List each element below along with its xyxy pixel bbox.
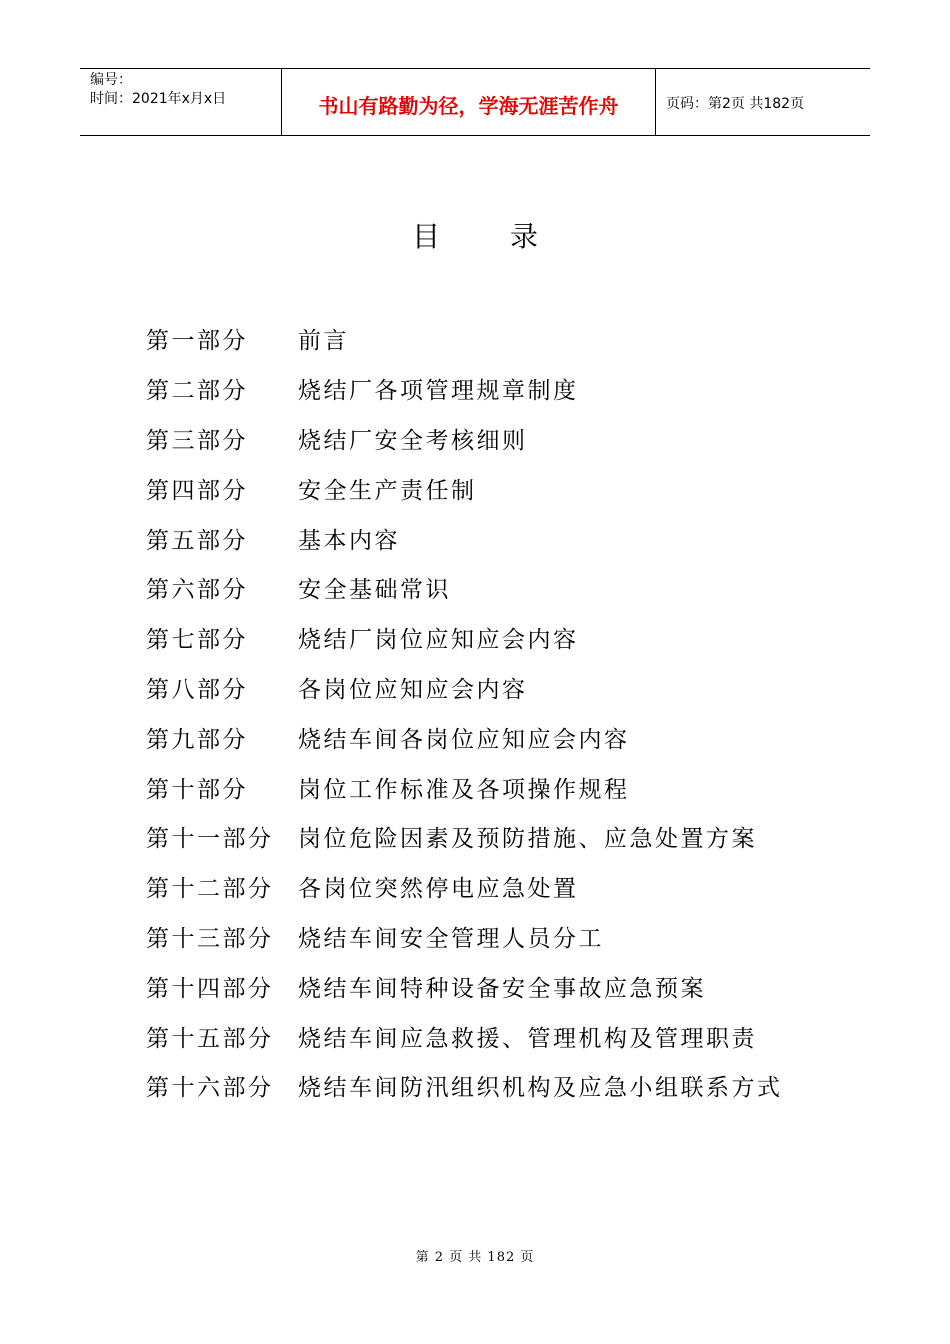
toc-part-number: 第十一部分 [146, 826, 274, 853]
toc-part-number: 第十部分 [146, 776, 248, 803]
toc-part-number: 第九部分 [146, 726, 248, 753]
toc-part-title: 烧结车间防汛组织机构及应急小组联系方式 [298, 1075, 783, 1102]
toc-part-title: 前言 [298, 328, 349, 355]
page-footer: 第 2 页 共 182 页 [415, 1250, 535, 1265]
toc-part-title: 岗位工作标准及各项操作规程 [298, 776, 630, 803]
title-char-1: 目 [411, 220, 440, 253]
header-motto: 书山有路勤为径，学海无涯苦作舟 [282, 69, 656, 135]
toc-entry[interactable] [146, 513, 846, 563]
toc-entry[interactable] [146, 912, 846, 962]
toc-entry[interactable] [146, 314, 846, 364]
header-page-info: 页码：第2页 共182页 [666, 96, 805, 112]
toc-entry[interactable] [146, 663, 846, 713]
toc-part-title: 烧结厂安全考核细则 [298, 427, 528, 454]
toc-part-title: 各岗位突然停电应急处置 [298, 876, 579, 903]
toc-entry[interactable] [146, 364, 846, 414]
toc-part-number: 第三部分 [146, 427, 248, 454]
toc-part-title: 烧结车间特种设备安全事故应急预案 [298, 975, 706, 1002]
header-meta-cell [80, 69, 282, 135]
toc-part-number: 第一部分 [146, 328, 248, 355]
toc-part-title: 岗位危险因素及预防措施、应急处置方案 [298, 826, 757, 853]
toc-entry[interactable] [146, 463, 846, 513]
toc-part-number: 第十六部分 [146, 1075, 274, 1102]
toc-entry[interactable] [146, 712, 846, 762]
toc-entry[interactable] [146, 812, 846, 862]
toc-part-title: 基本内容 [298, 527, 400, 554]
toc-entry[interactable] [146, 762, 846, 812]
toc-part-title: 烧结车间安全管理人员分工 [298, 925, 604, 952]
toc-part-number: 第四部分 [146, 477, 248, 504]
toc-part-title: 安全基础常识 [298, 577, 451, 604]
toc-entry[interactable] [146, 1061, 846, 1111]
toc-part-title: 烧结车间应急救援、管理机构及管理职责 [298, 1025, 757, 1052]
toc-part-number: 第二部分 [146, 378, 248, 405]
toc-entry[interactable] [146, 563, 846, 613]
toc-entry[interactable] [146, 613, 846, 663]
header-time-label: 时间：2021年x月x日 [90, 91, 227, 107]
toc-part-number: 第十三部分 [146, 925, 274, 952]
toc-entry[interactable] [146, 862, 846, 912]
toc-part-title: 烧结车间各岗位应知应会内容 [298, 726, 630, 753]
toc-part-title: 各岗位应知应会内容 [298, 676, 528, 703]
toc-part-title: 安全生产责任制 [298, 477, 477, 504]
toc-part-number: 第六部分 [146, 577, 248, 604]
page-header [80, 68, 870, 136]
toc-part-number: 第十二部分 [146, 876, 274, 903]
toc-entry[interactable] [146, 1011, 846, 1061]
toc-part-title: 烧结厂各项管理规章制度 [298, 378, 579, 405]
table-of-contents [146, 314, 846, 1111]
toc-part-title: 烧结厂岗位应知应会内容 [298, 627, 579, 654]
toc-entry[interactable] [146, 414, 846, 464]
title-char-2: 录 [510, 220, 539, 253]
toc-part-number: 第十四部分 [146, 975, 274, 1002]
toc-part-number: 第十五部分 [146, 1025, 274, 1052]
page-title [0, 215, 950, 255]
toc-entry[interactable] [146, 961, 846, 1011]
header-number-label: 编号： [90, 72, 132, 88]
toc-part-number: 第五部分 [146, 527, 248, 554]
toc-part-number: 第八部分 [146, 676, 248, 703]
toc-part-number: 第七部分 [146, 627, 248, 654]
